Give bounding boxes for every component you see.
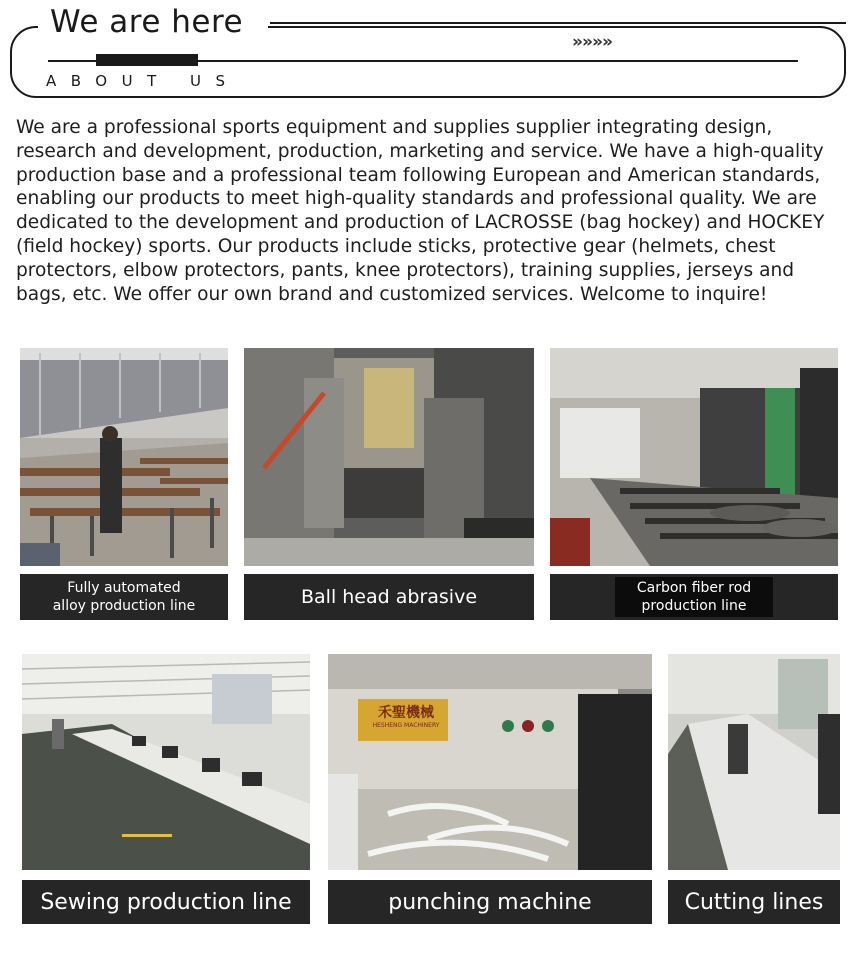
photo-cutting-lines [668, 654, 840, 870]
section-header [8, 0, 848, 100]
caption-text: Cutting lines [684, 889, 824, 915]
caption-text: Ball head abrasive [300, 586, 478, 608]
photo-sewing-production-line [22, 654, 310, 870]
caption-line-1: Fully automated [67, 580, 181, 596]
title-underline [270, 22, 846, 24]
photo-carbon-fiber-rod-line [550, 348, 838, 566]
caption-cutting-lines [668, 880, 840, 924]
photo-punching-machine [328, 654, 652, 870]
chevrons-icon: »»»» [572, 32, 612, 52]
section-subtitle: ABOUT US [46, 72, 240, 90]
caption-text: Sewing production line [40, 889, 292, 915]
caption-carbon-fiber-rod-line [550, 574, 838, 620]
photo-ball-head-abrasive [244, 348, 534, 566]
caption-line-2: production line [641, 598, 747, 614]
machine-sign-en: HESHENG MACHINERY [372, 722, 440, 729]
machine-sign-cn: 禾聖機械 [378, 705, 434, 721]
section-title: We are here [50, 4, 244, 40]
caption-alloy-production-line [20, 574, 228, 620]
caption-sewing-production-line [22, 880, 310, 924]
photo-alloy-production-line [20, 348, 228, 566]
header-accent-bar [96, 54, 198, 66]
caption-line-2: alloy production line [52, 598, 196, 614]
machine-sign [364, 702, 448, 729]
caption-text: punching machine [388, 889, 592, 915]
caption-ball-head-abrasive [244, 574, 534, 620]
caption-punching-machine [328, 880, 652, 924]
intro-paragraph: We are a professional sports equipment and supplies supplier integrating design, research and development, production, marketing and service. We have a high-quality production base and a professional team following European and American standards, enabling our products to meet high-quality standards and professional quality. We are dedicated to the development and production of LACROSSE (bag hockey) and HOCKEY (field hockey) sports. Our products include sticks, protective gear (helmets, chest protectors, elbow protectors, pants, knee protectors), training supplies, jerseys and bags, etc. We offer our own brand and customized services. Welcome to inquire! [16, 117, 825, 305]
caption-line-1: Carbon fiber rod [636, 580, 752, 596]
